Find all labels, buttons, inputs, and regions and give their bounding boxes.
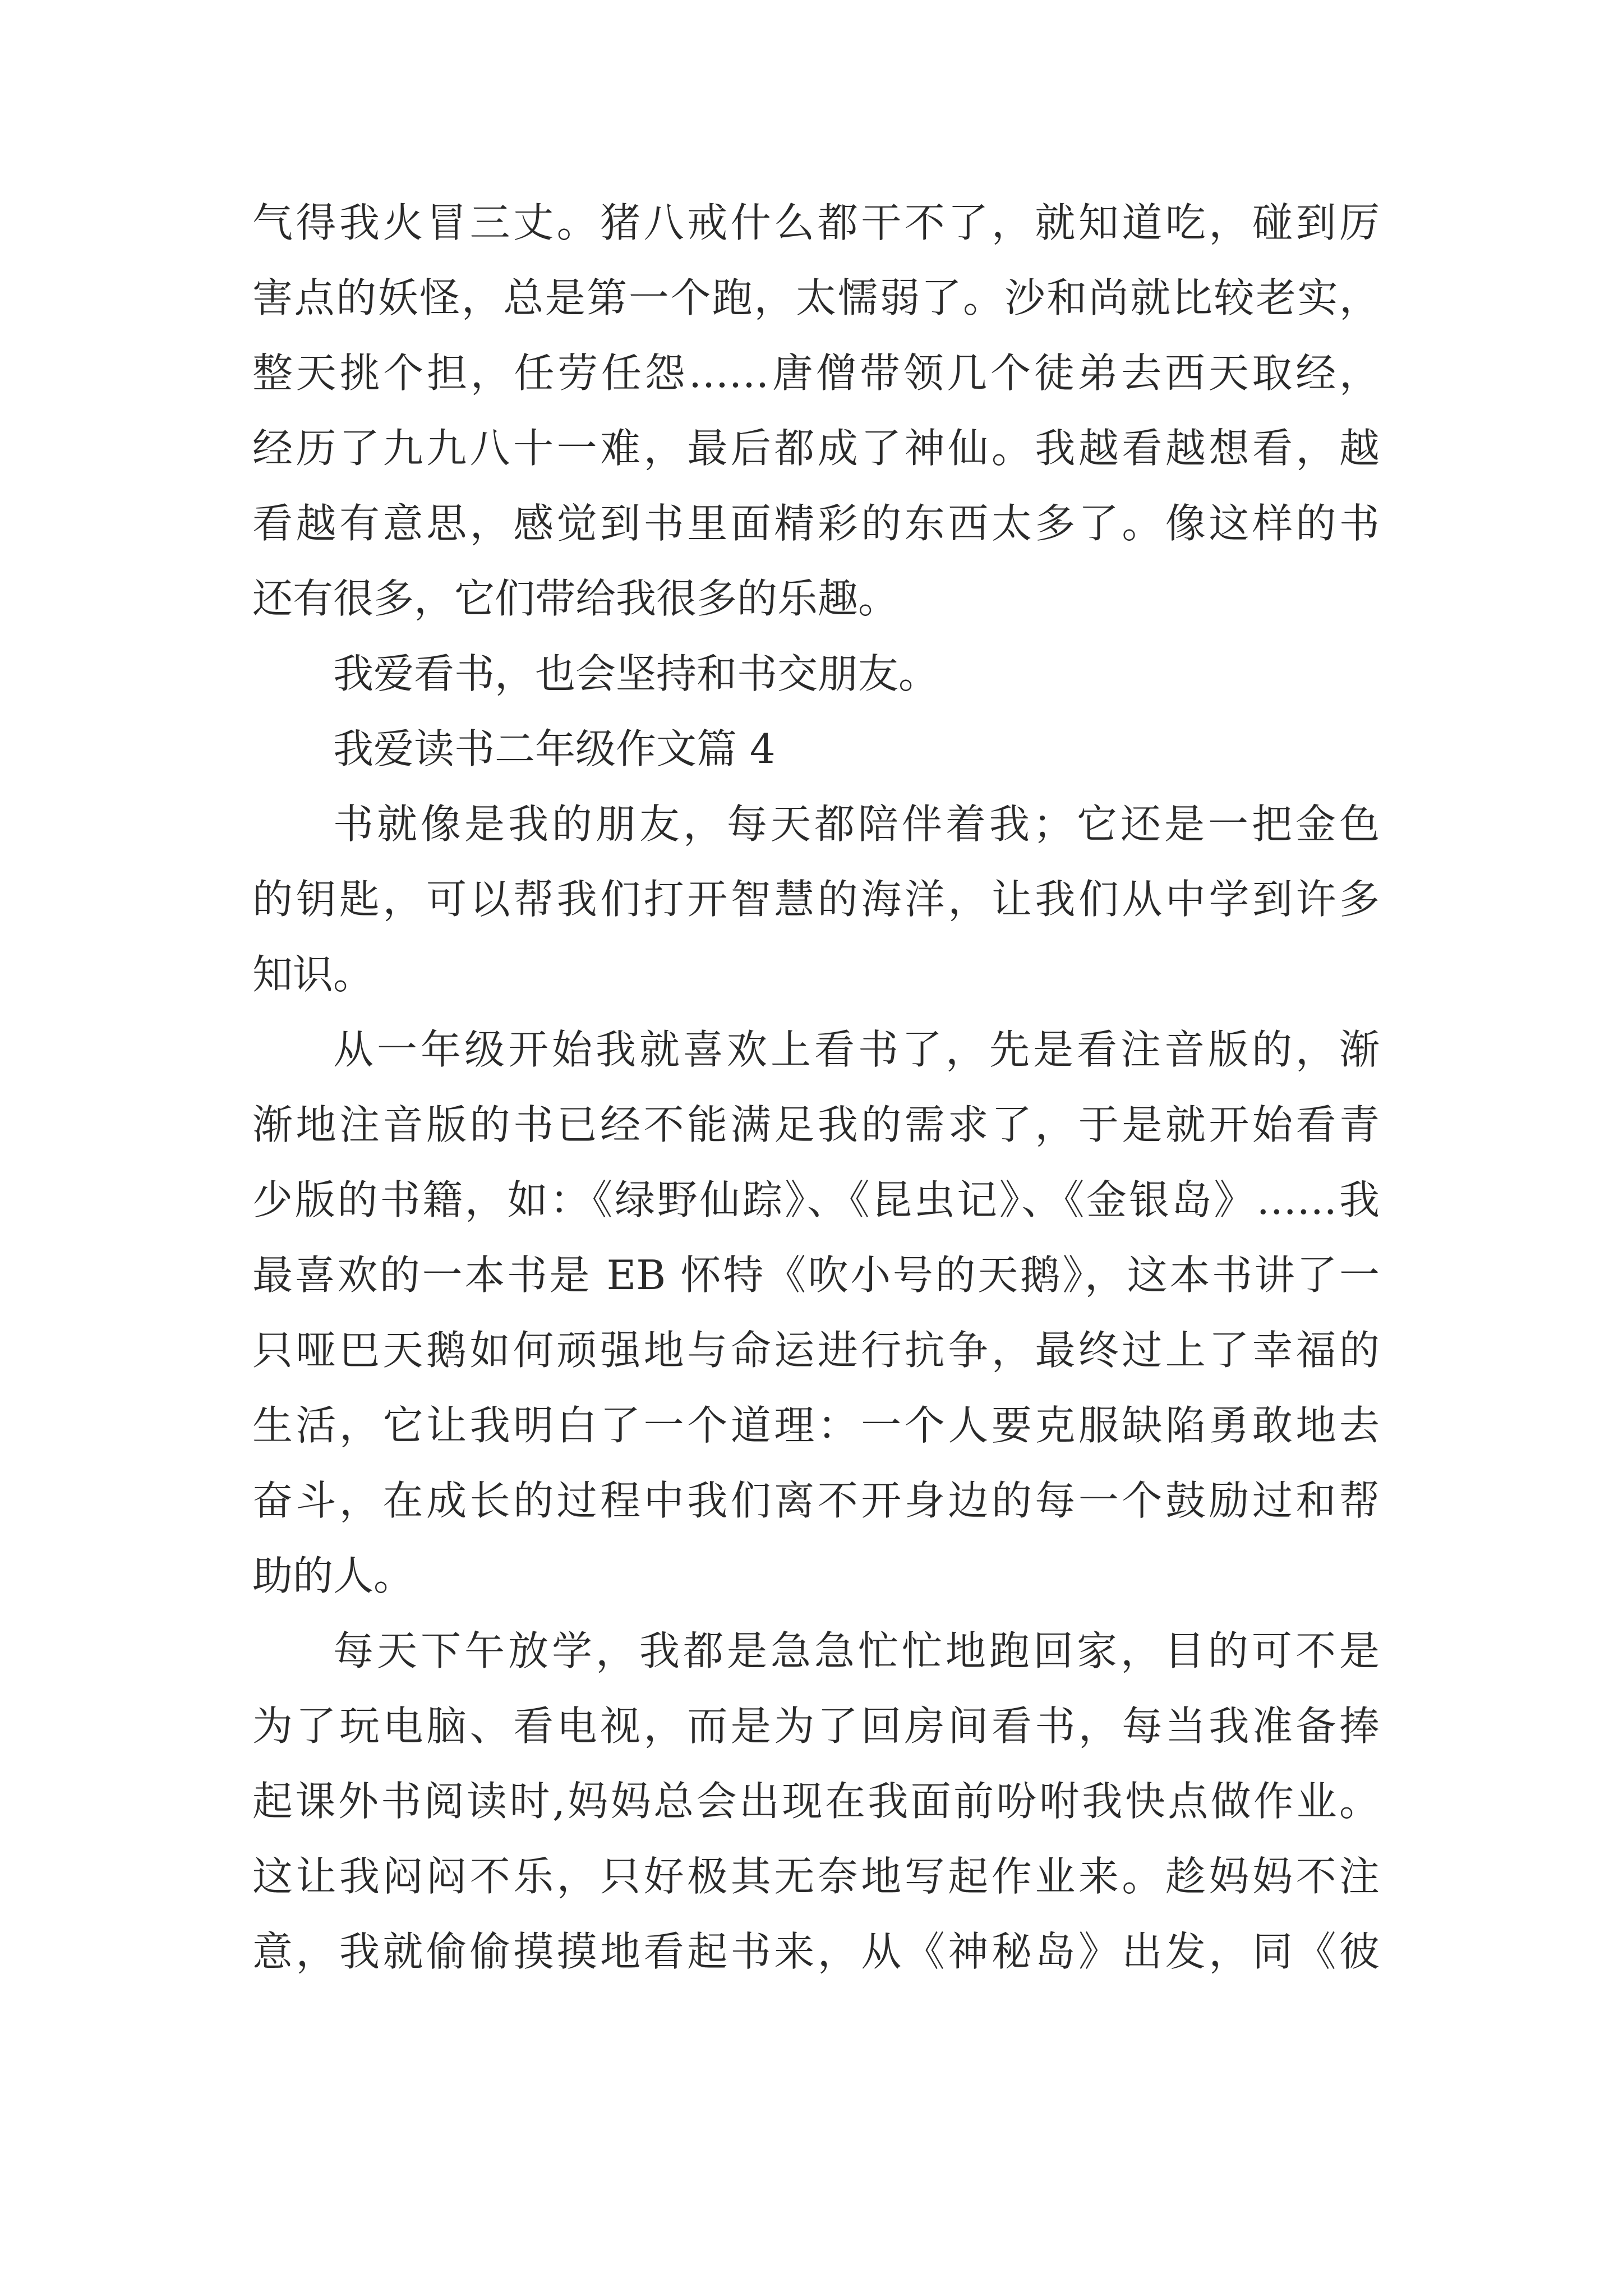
text-line: 经历了九九八十一难，最后都成了神仙。我越看越想看，越	[252, 425, 1380, 472]
text-line: 意，我就偷偷摸摸地看起书来，从《神秘岛》出发，同《彼	[252, 1928, 1380, 1975]
text-line: 每天下午放学，我都是急急忙忙地跑回家，目的可不是	[333, 1627, 1380, 1674]
text-line: 生活，它让我明白了一个道理：一个人要克服缺陷勇敢地去	[252, 1402, 1380, 1449]
text-line: 我爱看书，也会坚持和书交朋友。	[333, 650, 939, 697]
text-line: 还有很多，它们带给我很多的乐趣。	[252, 575, 899, 622]
text-line: 助的人。	[252, 1552, 414, 1599]
text-line: 这让我闷闷不乐，只好极其无奈地写起作业来。趁妈妈不注	[252, 1853, 1380, 1900]
text-line: 知识。	[252, 951, 374, 998]
text-line: 书就像是我的朋友，每天都陪伴着我；它还是一把金色	[333, 800, 1380, 848]
text-line: 少版的书籍，如：《绿野仙踪》、《昆虫记》、《金银岛》……我	[252, 1176, 1380, 1223]
text-line: 为了玩电脑、看电视，而是为了回房间看书，每当我准备捧	[252, 1703, 1380, 1750]
document-body	[252, 185, 1380, 1989]
text-line: 害点的妖怪，总是第一个跑，太懦弱了。沙和尚就比较老实，	[252, 274, 1380, 321]
text-line: 只哑巴天鹅如何顽强地与命运进行抗争，最终过上了幸福的	[252, 1327, 1380, 1374]
text-line: 从一年级开始我就喜欢上看书了，先是看注音版的，渐	[333, 1026, 1380, 1073]
text-line: 我爱读书二年级作文篇 4	[333, 725, 776, 772]
text-line: 最喜欢的一本书是 EB 怀特《吹小号的天鹅》，这本书讲了一	[252, 1251, 1380, 1299]
text-line: 气得我火冒三丈。猪八戒什么都干不了，就知道吃，碰到厉	[252, 199, 1380, 246]
text-line: 的钥匙，可以帮我们打开智慧的海洋，让我们从中学到许多	[252, 876, 1380, 923]
text-line: 渐地注音版的书已经不能满足我的需求了，于是就开始看青	[252, 1101, 1380, 1148]
text-line: 奋斗，在成长的过程中我们离不开身边的每一个鼓励过和帮	[252, 1477, 1380, 1524]
text-line: 整天挑个担，任劳任怨……唐僧带领几个徒弟去西天取经，	[252, 349, 1380, 397]
text-line: 起课外书阅读时,妈妈总会出现在我面前吩咐我快点做作业。	[252, 1778, 1380, 1825]
text-line: 看越有意思，感觉到书里面精彩的东西太多了。像这样的书	[252, 500, 1380, 547]
